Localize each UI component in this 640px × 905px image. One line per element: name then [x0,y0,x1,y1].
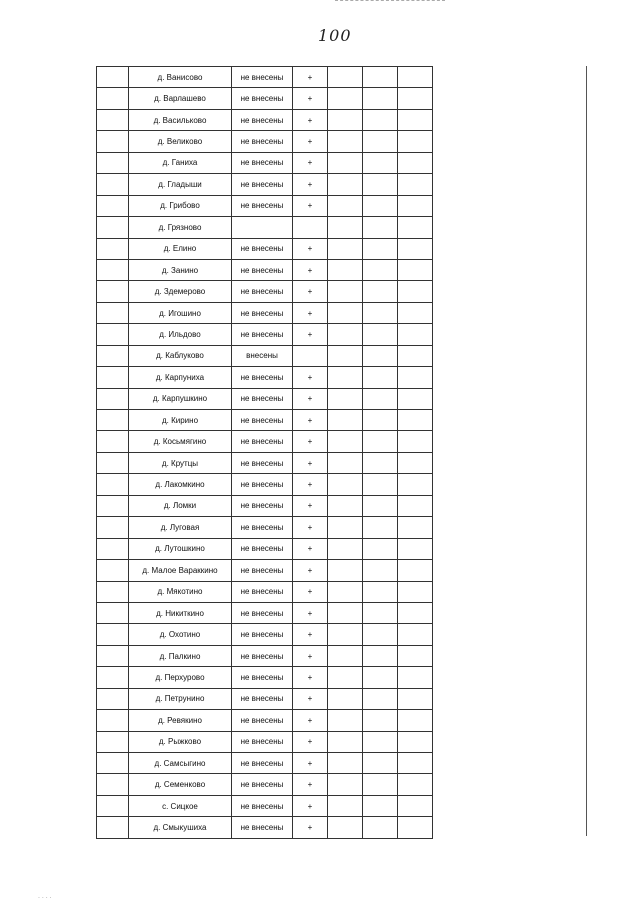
empty-cell [398,345,433,366]
table-row [97,452,433,473]
status-cell: не внесены [232,817,293,838]
table-row [97,495,433,516]
empty-cell [398,538,433,559]
mark-cell: + [293,731,328,752]
empty-cell [398,131,433,152]
status-cell: не внесены [232,731,293,752]
mark-cell: + [293,602,328,623]
table-row [97,581,433,602]
row-empty-cell [97,388,129,409]
status-cell: внесены [232,345,293,366]
empty-cell [328,452,363,473]
settlement-name: д. Игошино [129,302,232,323]
page-number: 100 [318,26,352,45]
status-cell: не внесены [232,367,293,388]
empty-cell [328,152,363,173]
table-row [97,645,433,666]
empty-cell [328,795,363,816]
status-cell: не внесены [232,645,293,666]
table-row [97,710,433,731]
mark-cell: + [293,474,328,495]
table-row [97,88,433,109]
empty-cell [363,152,398,173]
empty-cell [328,624,363,645]
settlement-name: д. Лутошкино [129,538,232,559]
mark-cell: + [293,795,328,816]
empty-cell [328,731,363,752]
empty-cell [328,67,363,88]
status-cell: не внесены [232,517,293,538]
footer-mark: . . . . [38,893,52,900]
mark-cell: + [293,688,328,709]
status-cell: не внесены [232,602,293,623]
mark-cell: + [293,645,328,666]
settlement-name: д. Палкино [129,645,232,666]
table-row [97,817,433,838]
empty-cell [363,710,398,731]
status-cell: не внесены [232,388,293,409]
empty-cell [363,645,398,666]
empty-cell [328,538,363,559]
row-empty-cell [97,710,129,731]
mark-cell: + [293,753,328,774]
mark-cell [293,345,328,366]
table-row [97,217,433,238]
row-empty-cell [97,538,129,559]
row-empty-cell [97,152,129,173]
settlement-name: д. Гладыши [129,174,232,195]
empty-cell [328,517,363,538]
empty-cell [398,753,433,774]
table-row [97,667,433,688]
settlement-name: д. Кирино [129,410,232,431]
empty-cell [328,410,363,431]
empty-cell [398,109,433,130]
empty-cell [328,109,363,130]
mark-cell: + [293,624,328,645]
empty-cell [363,581,398,602]
table-row [97,560,433,581]
status-cell: не внесены [232,560,293,581]
row-empty-cell [97,67,129,88]
settlement-name: д. Ломки [129,495,232,516]
mark-cell: + [293,560,328,581]
empty-cell [398,517,433,538]
mark-cell: + [293,324,328,345]
settlements-table [96,66,433,839]
empty-cell [363,259,398,280]
settlement-name: д. Ильдово [129,324,232,345]
empty-cell [363,688,398,709]
table-row [97,324,433,345]
empty-cell [328,560,363,581]
mark-cell: + [293,581,328,602]
mark-cell: + [293,109,328,130]
mark-cell: + [293,174,328,195]
status-cell: не внесены [232,109,293,130]
row-empty-cell [97,817,129,838]
row-empty-cell [97,731,129,752]
empty-cell [328,431,363,452]
row-empty-cell [97,452,129,473]
empty-cell [328,774,363,795]
settlement-name: д. Семенково [129,774,232,795]
row-empty-cell [97,410,129,431]
empty-cell [363,324,398,345]
empty-cell [363,388,398,409]
empty-cell [363,817,398,838]
empty-cell [328,324,363,345]
empty-cell [398,195,433,216]
row-empty-cell [97,753,129,774]
settlement-name: д. Крутцы [129,452,232,473]
mark-cell: + [293,817,328,838]
row-empty-cell [97,474,129,495]
status-cell: не внесены [232,688,293,709]
mark-cell: + [293,538,328,559]
empty-cell [363,774,398,795]
empty-cell [398,581,433,602]
row-empty-cell [97,624,129,645]
empty-cell [398,624,433,645]
empty-cell [363,667,398,688]
mark-cell: + [293,452,328,473]
mark-cell: + [293,88,328,109]
empty-cell [328,645,363,666]
status-cell: не внесены [232,431,293,452]
empty-cell [363,281,398,302]
mark-cell [293,217,328,238]
table-row [97,602,433,623]
table-row [97,474,433,495]
status-cell: не внесены [232,410,293,431]
settlement-name: д. Грязново [129,217,232,238]
empty-cell [363,602,398,623]
row-empty-cell [97,645,129,666]
settlement-name: с. Сицкое [129,795,232,816]
status-cell: не внесены [232,452,293,473]
mark-cell: + [293,710,328,731]
status-cell: не внесены [232,774,293,795]
settlement-name: д. Рыжково [129,731,232,752]
table-row [97,259,433,280]
status-cell [232,217,293,238]
table-row [97,152,433,173]
empty-cell [328,602,363,623]
mark-cell: + [293,495,328,516]
status-cell: не внесены [232,195,293,216]
row-empty-cell [97,259,129,280]
mark-cell: + [293,131,328,152]
empty-cell [363,67,398,88]
row-empty-cell [97,174,129,195]
empty-cell [328,817,363,838]
empty-cell [398,645,433,666]
empty-cell [398,238,433,259]
table-row [97,131,433,152]
empty-cell [398,410,433,431]
row-empty-cell [97,367,129,388]
empty-cell [398,795,433,816]
settlement-name: д. Петрунино [129,688,232,709]
mark-cell: + [293,517,328,538]
empty-cell [328,388,363,409]
mark-cell: + [293,367,328,388]
empty-cell [328,688,363,709]
table-row [97,795,433,816]
table-row [97,517,433,538]
status-cell: не внесены [232,667,293,688]
settlements-table-body [97,67,433,839]
empty-cell [363,517,398,538]
empty-cell [363,367,398,388]
settlement-name: д. Ванисово [129,67,232,88]
empty-cell [398,688,433,709]
table-row [97,195,433,216]
mark-cell: + [293,302,328,323]
row-empty-cell [97,302,129,323]
empty-cell [363,410,398,431]
settlement-name: д. Каблуково [129,345,232,366]
empty-cell [363,217,398,238]
empty-cell [328,667,363,688]
status-cell: не внесены [232,710,293,731]
table-row [97,538,433,559]
empty-cell [363,731,398,752]
empty-cell [363,195,398,216]
empty-cell [398,731,433,752]
empty-cell [363,302,398,323]
row-empty-cell [97,795,129,816]
empty-cell [363,238,398,259]
row-empty-cell [97,109,129,130]
row-empty-cell [97,688,129,709]
status-cell: не внесены [232,324,293,345]
empty-cell [328,495,363,516]
settlement-name: д. Ганиха [129,152,232,173]
empty-cell [398,217,433,238]
mark-cell: + [293,152,328,173]
table-row [97,281,433,302]
settlement-name: д. Здемерово [129,281,232,302]
status-cell: не внесены [232,238,293,259]
row-empty-cell [97,217,129,238]
mark-cell: + [293,259,328,280]
empty-cell [328,581,363,602]
settlement-name: д. Карпушкино [129,388,232,409]
settlement-name: д. Никиткино [129,602,232,623]
row-empty-cell [97,195,129,216]
margin-line [586,66,587,836]
empty-cell [398,88,433,109]
settlement-name: д. Елино [129,238,232,259]
empty-cell [398,667,433,688]
mark-cell: + [293,667,328,688]
mark-cell: + [293,774,328,795]
row-empty-cell [97,495,129,516]
settlement-name: д. Перхурово [129,667,232,688]
mark-cell: + [293,410,328,431]
empty-cell [398,302,433,323]
empty-cell [328,281,363,302]
empty-cell [398,152,433,173]
settlement-name: д. Луговая [129,517,232,538]
status-cell: не внесены [232,67,293,88]
empty-cell [328,474,363,495]
settlement-name: д. Лакомкино [129,474,232,495]
row-empty-cell [97,581,129,602]
empty-cell [398,281,433,302]
empty-cell [363,495,398,516]
row-empty-cell [97,517,129,538]
status-cell: не внесены [232,581,293,602]
empty-cell [398,774,433,795]
empty-cell [363,109,398,130]
status-cell: не внесены [232,624,293,645]
empty-cell [398,474,433,495]
settlement-name: д. Карпуниха [129,367,232,388]
status-cell: не внесены [232,753,293,774]
empty-cell [363,345,398,366]
settlement-name: д. Великово [129,131,232,152]
settlement-name: д. Охотино [129,624,232,645]
status-cell: не внесены [232,795,293,816]
empty-cell [363,431,398,452]
table-row [97,345,433,366]
empty-cell [398,710,433,731]
empty-cell [328,259,363,280]
table-row [97,624,433,645]
table-row [97,109,433,130]
empty-cell [328,174,363,195]
settlement-name: д. Косьмягино [129,431,232,452]
mark-cell: + [293,195,328,216]
status-cell: не внесены [232,495,293,516]
settlement-name: д. Малое Вараккино [129,560,232,581]
empty-cell [363,88,398,109]
empty-cell [363,131,398,152]
row-empty-cell [97,602,129,623]
empty-cell [328,710,363,731]
mark-cell: + [293,281,328,302]
empty-cell [363,753,398,774]
mark-cell: + [293,388,328,409]
status-cell: не внесены [232,538,293,559]
status-cell: не внесены [232,302,293,323]
empty-cell [328,238,363,259]
status-cell: не внесены [232,152,293,173]
settlement-name: д. Варлашево [129,88,232,109]
row-empty-cell [97,238,129,259]
empty-cell [398,817,433,838]
empty-cell [328,367,363,388]
status-cell: не внесены [232,174,293,195]
empty-cell [398,259,433,280]
table-row [97,238,433,259]
row-empty-cell [97,560,129,581]
settlement-name: д. Самсыгино [129,753,232,774]
table-row [97,688,433,709]
empty-cell [328,302,363,323]
table-row [97,367,433,388]
empty-cell [328,195,363,216]
empty-cell [398,324,433,345]
empty-cell [398,174,433,195]
empty-cell [398,602,433,623]
empty-cell [328,345,363,366]
row-empty-cell [97,281,129,302]
empty-cell [398,67,433,88]
mark-cell: + [293,431,328,452]
table-row [97,388,433,409]
empty-cell [328,217,363,238]
row-empty-cell [97,345,129,366]
status-cell: не внесены [232,281,293,302]
row-empty-cell [97,774,129,795]
empty-cell [328,131,363,152]
row-empty-cell [97,88,129,109]
empty-cell [398,431,433,452]
settlement-name: д. Мякотино [129,581,232,602]
mark-cell: + [293,67,328,88]
empty-cell [398,560,433,581]
empty-cell [398,495,433,516]
empty-cell [363,795,398,816]
empty-cell [398,367,433,388]
settlement-name: д. Ревякино [129,710,232,731]
status-cell: не внесены [232,474,293,495]
status-cell: не внесены [232,259,293,280]
table-row [97,410,433,431]
scan-top-marks [335,0,445,3]
settlement-name: д. Грибово [129,195,232,216]
empty-cell [363,624,398,645]
table-row [97,302,433,323]
settlement-name: д. Васильково [129,109,232,130]
mark-cell: + [293,238,328,259]
empty-cell [328,88,363,109]
row-empty-cell [97,431,129,452]
settlement-name: д. Смыкушиха [129,817,232,838]
row-empty-cell [97,667,129,688]
table-row [97,431,433,452]
table-row [97,774,433,795]
empty-cell [398,452,433,473]
empty-cell [363,560,398,581]
empty-cell [363,174,398,195]
table-row [97,174,433,195]
status-cell: не внесены [232,131,293,152]
settlement-name: д. Занино [129,259,232,280]
empty-cell [363,538,398,559]
table-row [97,731,433,752]
table-row [97,753,433,774]
empty-cell [398,388,433,409]
empty-cell [328,753,363,774]
empty-cell [363,452,398,473]
status-cell: не внесены [232,88,293,109]
row-empty-cell [97,324,129,345]
row-empty-cell [97,131,129,152]
table-row [97,67,433,88]
empty-cell [363,474,398,495]
